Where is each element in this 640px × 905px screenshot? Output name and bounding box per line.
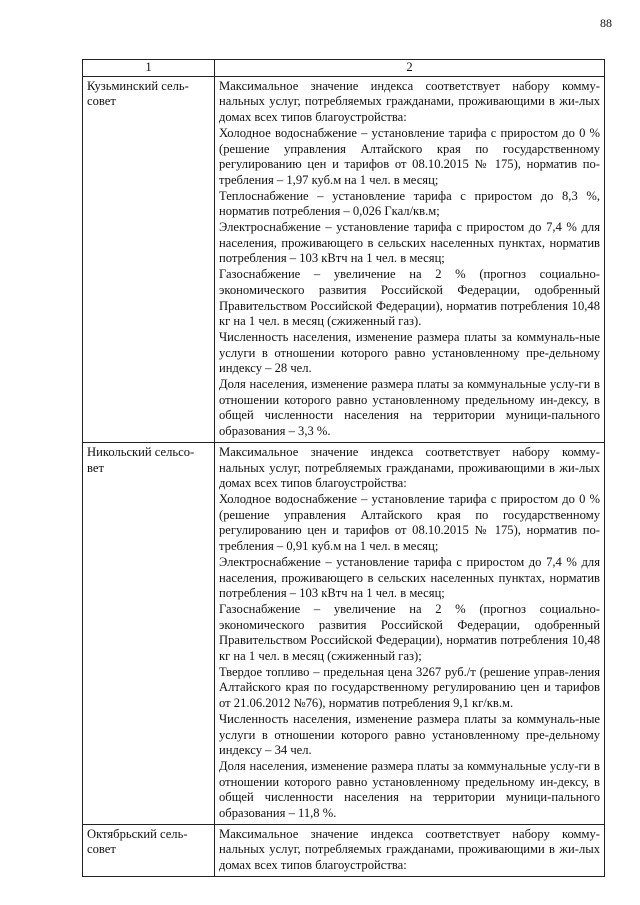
column-header-1: 1 bbox=[83, 60, 215, 77]
table-row bbox=[83, 824, 605, 876]
table-row bbox=[83, 442, 605, 824]
table-row bbox=[83, 76, 605, 442]
tariff-table bbox=[82, 59, 605, 877]
description-paragraph: Численность населения, изменение размера платы за коммуналь-ные услуги в отношении которого равно установленному пре-дельному индексу – 34 чел. bbox=[219, 711, 600, 758]
description-paragraph: Газоснабжение – увеличение на 2 % (прогноз социально-экономического развития Российской Федерации, одобренный Правительством Российской Федерации), норматив потребления 10,48 кг на 1 чел. в месяц (сжиженный газ). bbox=[219, 267, 600, 329]
description-paragraph: Холодное водоснабжение – установление тарифа с приростом до 0 % (решение управления Алтайского края по государственному регулированию цен и тарифов от 08.10.2015 № 175), норматив по-требления – 1,97 куб.м на 1 чел. в месяц; bbox=[219, 125, 600, 187]
description-paragraph: Доля населения, изменение размера платы за коммунальные услу-ги в отношении которого равно установленному предельному ин-дексу, в общей численности населения на территории муници-пального образования – 3,3 %. bbox=[219, 377, 600, 439]
description-paragraph: Холодное водоснабжение – установление тарифа с приростом до 0 % (решение управления Алтайского края по государственному регулированию цен и тарифов от 08.10.2015 № 175), норматив по-требления – 0,91 куб.м на 1 чел. в месяц; bbox=[219, 491, 600, 554]
municipality-name: Октябрьский сель-совет bbox=[83, 824, 215, 876]
municipality-name: Кузьминский сель-совет bbox=[83, 76, 215, 442]
description-paragraph: Электроснабжение – установление тарифа с приростом до 7,4 % для населения, проживающего в сельских населенных пунктах, норматив потребления – 103 кВтч на 1 чел. в месяц; bbox=[219, 220, 600, 266]
header-row bbox=[83, 60, 605, 77]
description-paragraph: Максимальное значение индекса соответствует набору комму-нальных услуг, потребляемых гражданами, проживающими в жи-лых домах всех типов благоустройства: bbox=[219, 78, 600, 125]
municipality-description bbox=[215, 442, 605, 824]
municipality-name: Никольский сельсо-вет bbox=[83, 442, 215, 824]
description-paragraph: Максимальное значение индекса соответствует набору комму-нальных услуг, потребляемых гражданами, проживающими в жи-лых домах всех типов благоустройства: bbox=[219, 826, 600, 873]
column-header-2: 2 bbox=[215, 60, 605, 77]
description-paragraph: Численность населения, изменение размера платы за коммуналь-ные услуги в отношении которого равно установленному пре-дельному индексу – 28 чел. bbox=[219, 329, 600, 376]
description-paragraph: Максимальное значение индекса соответствует набору комму-нальных услуг, потребляемых гражданами, проживающими в жи-лых домах всех типов благоустройства: bbox=[219, 444, 600, 491]
description-paragraph: Газоснабжение – увеличение на 2 % (прогноз социально-экономического развития Российской Федерации, одобренный Правительством Российской Федерации), норматив потребления 10,48 кг на 1 чел. в месяц (сжиженный газ); bbox=[219, 601, 600, 664]
description-paragraph: Теплоснабжение – установление тарифа с приростом до 8,3 %, норматив потребления – 0,026 Гкал/кв.м; bbox=[219, 188, 600, 219]
page-number: 88 bbox=[600, 16, 612, 30]
municipality-description bbox=[215, 824, 605, 876]
description-paragraph: Доля населения, изменение размера платы за коммунальные услу-ги в отношении которого равно установленному предельному ин-дексу, в общей численности населения на территории муници-пального образования – 11,8 %. bbox=[219, 758, 600, 821]
municipality-description bbox=[215, 76, 605, 442]
description-paragraph: Электроснабжение – установление тарифа с приростом до 7,4 % для населения, проживающего в сельских населенных пунктах, норматив потребления – 103 кВтч на 1 чел. в месяц; bbox=[219, 554, 600, 601]
description-paragraph: Твердое топливо – предельная цена 3267 руб./т (решение управ-ления Алтайского края по государственному регулированию цен и тарифов от 21.06.2012 №76), норматив потребления 9,1 кг/кв.м. bbox=[219, 664, 600, 711]
